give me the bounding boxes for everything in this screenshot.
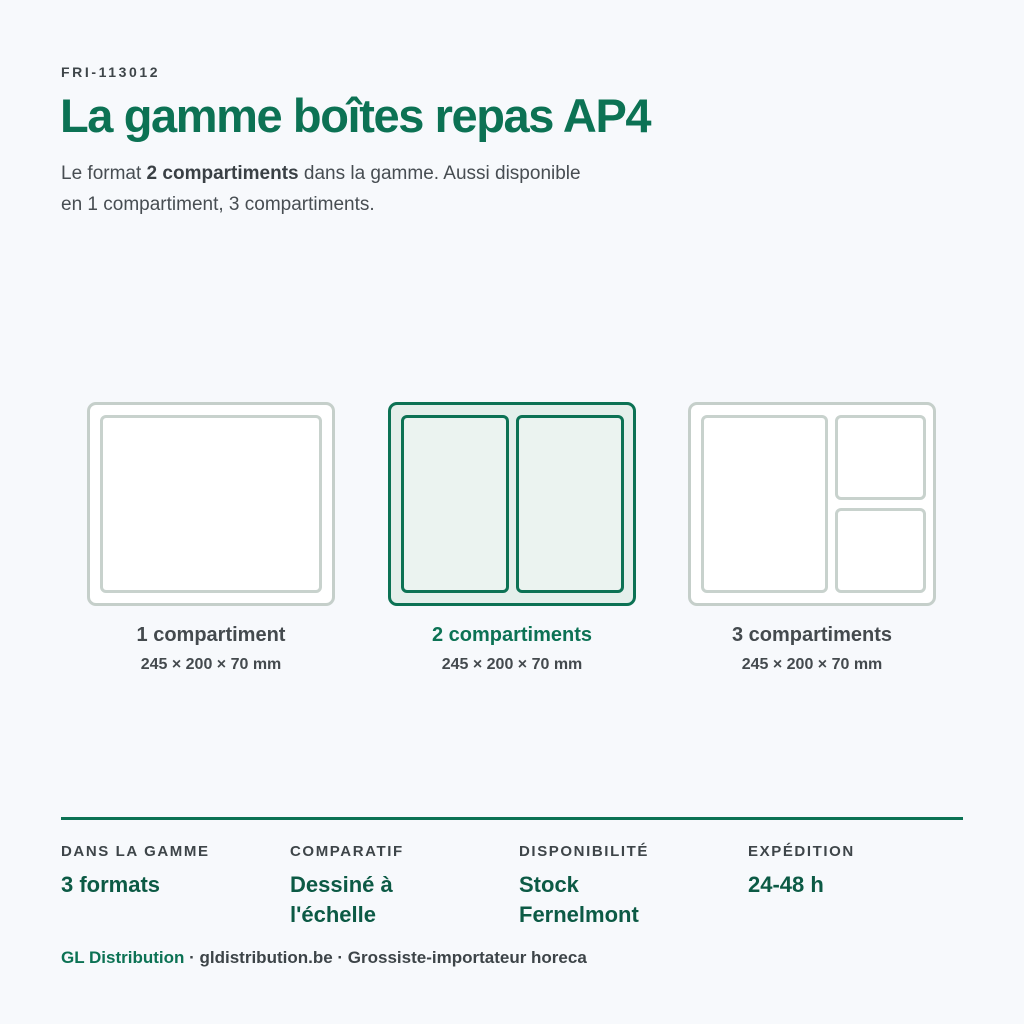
page-title: La gamme boîtes repas AP4 bbox=[60, 89, 651, 142]
stat-comparison bbox=[290, 843, 450, 930]
compartment bbox=[401, 415, 509, 593]
compartment bbox=[835, 415, 926, 500]
intro-highlight: 2 compartiments bbox=[146, 163, 299, 184]
format-dimensions: 245 × 200 × 70 mm bbox=[140, 656, 282, 673]
compartment bbox=[701, 415, 828, 593]
reference-code: FRI-113012 bbox=[61, 64, 161, 80]
stat-availability bbox=[519, 843, 689, 930]
compartment bbox=[835, 508, 926, 593]
format-label: 3 compartiments bbox=[731, 624, 893, 646]
compartment bbox=[516, 415, 624, 593]
intro-suffix: dans la gamme. Aussi disponible en 1 compartiment, 3 compartiments. bbox=[61, 163, 581, 215]
stat-range bbox=[61, 843, 271, 900]
stat-label: EXPÉDITION bbox=[748, 843, 855, 860]
compartment bbox=[100, 415, 322, 593]
lunchbox-2-compartments-diagram bbox=[388, 402, 636, 606]
format-label: 2 compartiments bbox=[431, 624, 593, 646]
intro-text bbox=[61, 158, 581, 220]
footer bbox=[61, 948, 587, 968]
stat-label: DISPONIBILITÉ bbox=[519, 843, 649, 860]
format-dimensions: 245 × 200 × 70 mm bbox=[441, 656, 583, 673]
stat-value: Dessiné à l'échelle bbox=[290, 872, 393, 927]
lunchbox-3-compartments-diagram bbox=[688, 402, 936, 606]
format-dimensions: 245 × 200 × 70 mm bbox=[741, 656, 883, 673]
footer-details: · gldistribution.be · Grossiste-importateur horeca bbox=[184, 948, 587, 967]
stat-label: COMPARATIF bbox=[290, 843, 404, 860]
footer-brand[interactable]: GL Distribution bbox=[61, 948, 185, 967]
lunchbox-1-compartment-diagram bbox=[87, 402, 335, 606]
intro-prefix: Le format bbox=[61, 163, 147, 184]
stat-value: Stock Fernelmont bbox=[519, 872, 639, 927]
stat-value: 24-48 h bbox=[748, 872, 824, 897]
format-comparison bbox=[0, 402, 1024, 702]
stat-label: DANS LA GAMME bbox=[61, 843, 210, 860]
stat-value: 3 formats bbox=[61, 872, 161, 897]
divider bbox=[61, 817, 963, 820]
stat-shipping bbox=[748, 843, 958, 900]
format-label: 1 compartiment bbox=[136, 624, 286, 646]
